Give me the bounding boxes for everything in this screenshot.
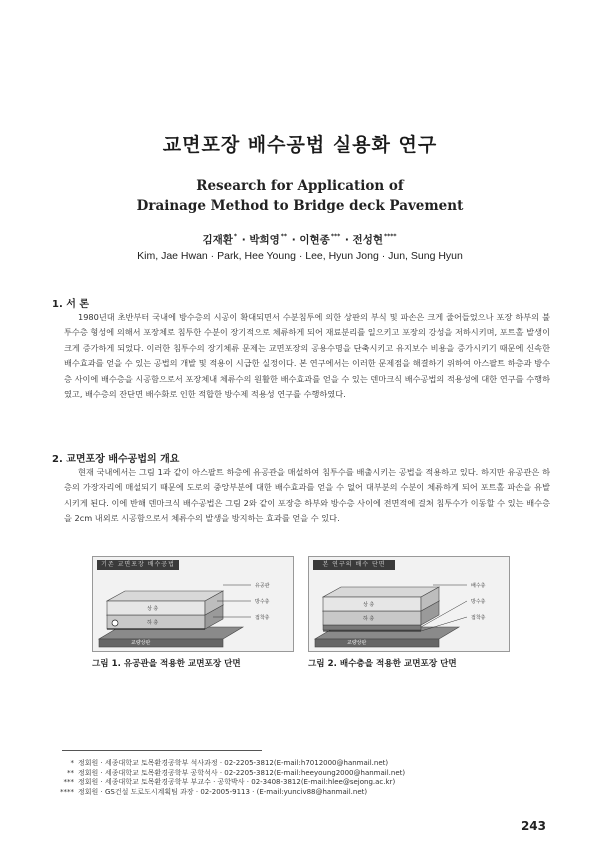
author-3: 이현종	[299, 234, 330, 246]
footnote-mark: **	[67, 768, 74, 777]
footnote-text: 정회원 · 세종대학교 토목환경공학부 부교수 · 공학박사 · 02-3408-3812(E-mail:hlee@sejong.ac.kr)	[78, 778, 396, 786]
title-english	[0, 176, 600, 216]
figure-2-label-1: 배수층	[471, 583, 486, 589]
drainage-layer	[323, 625, 421, 630]
footnote-4	[56, 788, 556, 798]
footnote-text: 정회원 · GS건설 도로도시계획팀 과장 · 02-2005-9113 · (E-mail:yunciv88@hanmail.net)	[78, 787, 368, 796]
slab-front	[99, 639, 223, 647]
slab-front	[315, 639, 439, 647]
figure-1-caption: 그림 1. 유공관을 적용한 교면포장 단면	[92, 659, 241, 669]
author-4-mark: ****	[383, 233, 397, 240]
figure-1-label-2: 방수층	[255, 599, 270, 605]
figure-1-label-1: 유공관	[255, 583, 270, 589]
figure-2-slab-label: 교량상판	[347, 640, 367, 646]
section-2-heading: 2. 교면포장 배수공법의 개요	[52, 454, 180, 465]
footnote-1	[56, 759, 556, 769]
author-1: 김재환	[202, 234, 233, 246]
author-2-mark: **	[280, 233, 288, 240]
footnote-text: 정회원 · 세종대학교 토목환경공학부 공학석사 · 02-2205-3812(E-mail:heeyoung2000@hanmail.net)	[78, 768, 406, 777]
authors-english: Kim, Jae Hwan · Park, Hee Young · Lee, Hyun Jong · Jun, Sung Hyun	[137, 250, 463, 262]
perforated-pipe	[112, 620, 118, 626]
figure-2-label-3: 접착층	[471, 615, 486, 621]
figure-2-lower-label: 하 층	[363, 616, 375, 622]
footnote-mark: ****	[60, 787, 74, 796]
author-separator: ·	[344, 234, 349, 246]
section-1-heading: 1. 서 론	[52, 299, 90, 310]
author-1-mark: *	[233, 233, 238, 240]
title-english-line-1: Research for Application of	[196, 178, 404, 194]
figure-1-banner: 기존 교면포장 배수공법	[97, 560, 179, 570]
figure-1-upper-label: 상 층	[147, 606, 159, 612]
page-number: 243	[520, 819, 546, 833]
footnote-3	[56, 778, 556, 788]
figure-1	[92, 556, 294, 652]
figure-2-banner: 본 연구의 배수 단면	[313, 560, 395, 570]
figure-2-upper-label: 상 층	[363, 602, 375, 608]
author-4: 전성현	[352, 234, 383, 246]
figure-1-lower-label: 하 층	[147, 620, 159, 626]
upper-layer-top	[107, 591, 223, 601]
authors-korean	[0, 232, 600, 247]
upper-layer-top	[323, 587, 439, 597]
footnotes	[56, 759, 556, 797]
title-korean: 교면포장 배수공법 실용화 연구	[162, 134, 438, 156]
section-1-text: 1980년대 초반부터 국내에 방수층의 시공이 확대되면서 수분침투에 의한 상판의 부식 및 파손은 크게 줄어들었으나 포장 하부의 불투수층 형성에 의해서 포장체로 침투한 수분이 장기적으로 체류하게 되어 재료분리를 일으키고 포장의 강성을 저하시키며, 포트홀 발생이 크게 증가하게 되었다. 이러한 침투수의 장기체류 문제는 교면포장의 공용수명을 단축시키고 유지보수 비용을 증가시키기 때문에 신속한 배수효과를 얻을 수 있는 공법의 개발 및 적용이 시급한 실정이다. 본 연구에서는 이러한 문제점을 해결하기 위하여 아스팔트 하층과 방수층 사이에 배수층을 시공함으로서 포장체내 체류수의 원활한 배수효과를 얻을 수 있는 덴마크식 배수공법의 적용성에 대한 연구를 수행하였고, 배수층의 잔단면 배수화로 인한 적합한 방수제 적용성 연구를 수행하였다.	[64, 312, 550, 400]
author-separator: ·	[291, 234, 296, 246]
footnote-rule	[62, 750, 262, 751]
title-english-line-2: Drainage Method to Bridge deck Pavement	[136, 198, 464, 214]
figure-2-caption: 그림 2. 배수층을 적용한 교면포장 단면	[308, 659, 457, 669]
figure-1-label-3: 접착층	[255, 615, 270, 621]
author-2: 박희영	[249, 234, 280, 246]
figure-row	[92, 556, 512, 650]
author-3-mark: ***	[330, 233, 341, 240]
footnote-2	[56, 769, 556, 779]
author-separator: ·	[241, 234, 246, 246]
footnote-mark: *	[70, 759, 74, 767]
section-2-text: 현재 국내에서는 그림 1과 같이 아스팔트 하층에 유공관을 매설하여 침투수를 배출시키는 공법을 적용하고 있다. 하지만 유공관은 하층의 가장자리에 매설되기 때문에 도로의 중앙부분에 대한 배수효과를 얻을 수 없어 대부분의 수분이 체류하게 되어 포트홀 파손을 유발시키게 된다. 이에 반해 덴마크식 배수공법은 그림 2와 같이 포장층 하부와 방수층 사이에 전면적에 걸쳐 침투수가 이동할 수 있는 배수층을 2cm 내외로 시공함으로서 체류수의 발생을 방지하는 효과를 얻을 수 있다.	[64, 467, 550, 524]
footnote-text: 정회원 · 세종대학교 토목환경공학부 석사과정 · 02-2205-3812(E-mail:h7012000@hanmail.net)	[78, 759, 389, 767]
figure-2-label-2: 방수층	[471, 599, 486, 605]
figure-1-slab-label: 교량상판	[131, 640, 151, 646]
footnote-mark: ***	[63, 778, 74, 786]
figure-2	[308, 556, 510, 652]
